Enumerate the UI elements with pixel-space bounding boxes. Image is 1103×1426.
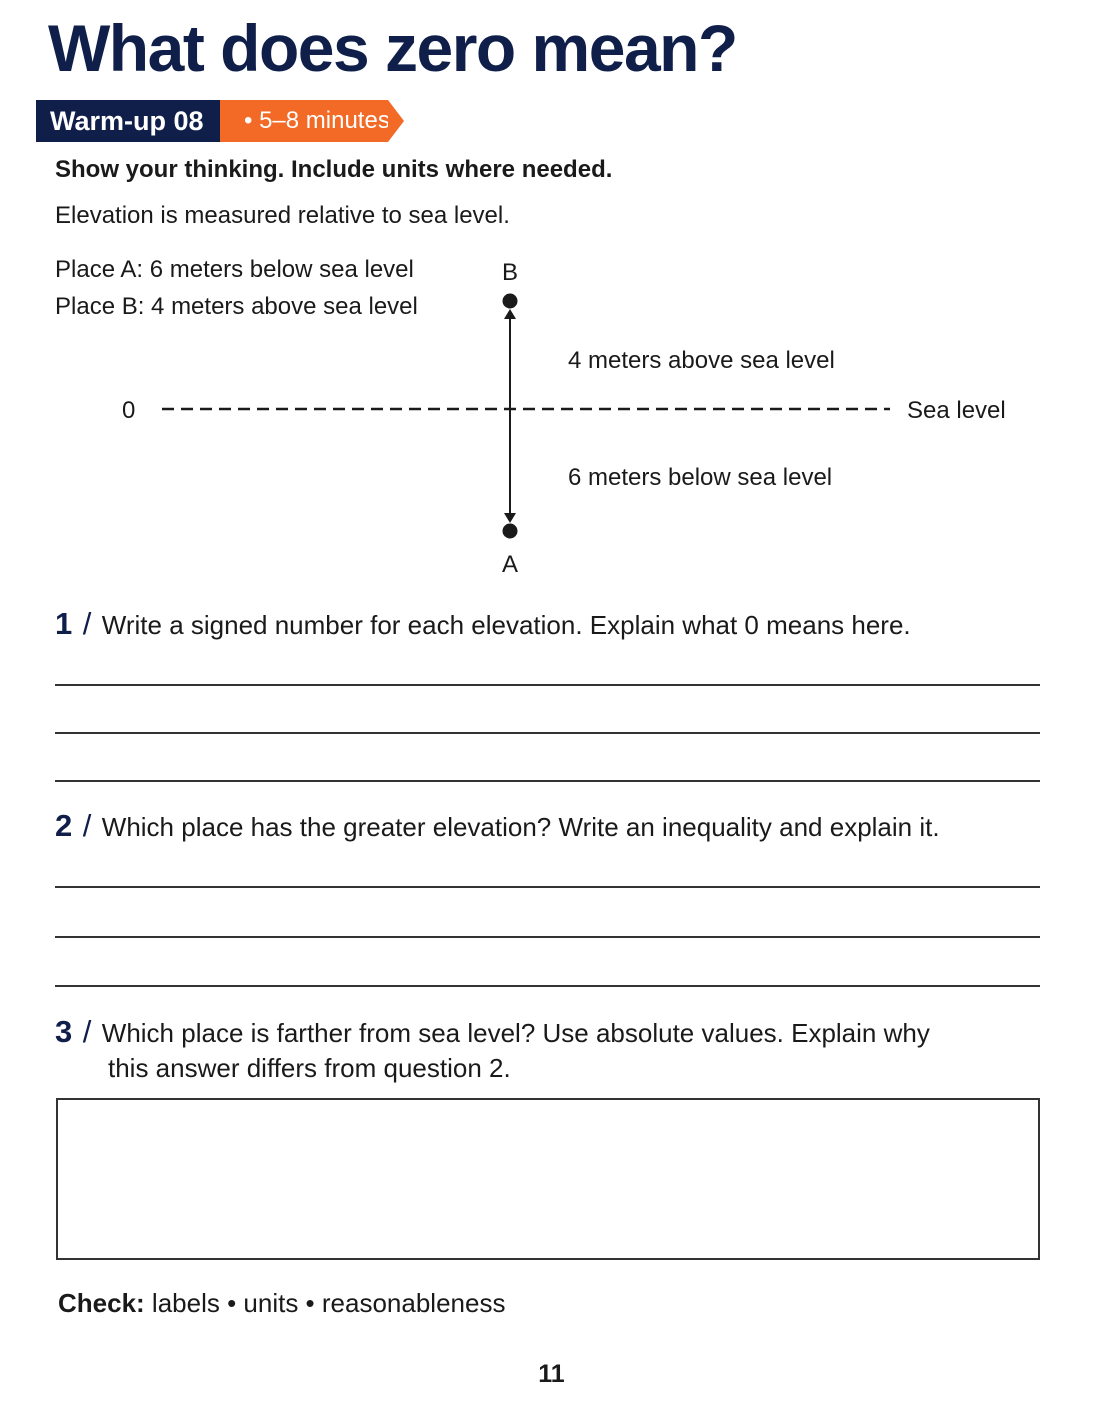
intro-text xyxy=(55,202,510,230)
check-label: Check: xyxy=(58,1288,145,1318)
point-a-marker xyxy=(503,524,518,539)
instructions: Show your thinking. Include units where needed. xyxy=(55,156,613,183)
question-3-text-line2: this answer differs from question 2. xyxy=(108,1053,511,1083)
question-3-text-line1: Which place is farther from sea level? Use absolute values. Explain why xyxy=(101,1018,930,1048)
question-3 xyxy=(55,1014,930,1050)
answer-line[interactable] xyxy=(55,936,1040,938)
answer-line[interactable] xyxy=(55,985,1040,987)
question-1-number: 1 xyxy=(55,606,73,641)
point-b-marker xyxy=(503,294,518,309)
point-b-label: B xyxy=(501,259,519,286)
sea-level-label: Sea level xyxy=(907,397,1006,424)
place-a-description: Place A: 6 meters below sea level xyxy=(55,256,414,283)
question-1-text: Write a signed number for each elevation. Explain what 0 means here. xyxy=(101,610,911,640)
question-3-slash: / xyxy=(82,1014,92,1049)
question-2-slash: / xyxy=(82,808,92,843)
zero-label: 0 xyxy=(122,397,136,424)
question-2-text: Which place has the greater elevation? Write an inequality and explain it. xyxy=(101,812,940,842)
answer-box[interactable] xyxy=(56,1098,1040,1260)
place-b-description: Place B: 4 meters above sea level xyxy=(55,293,418,320)
question-2 xyxy=(55,808,940,844)
answer-line[interactable] xyxy=(55,684,1040,686)
answer-line[interactable] xyxy=(55,732,1040,734)
question-1 xyxy=(55,606,911,642)
answer-line[interactable] xyxy=(55,780,1040,782)
answer-line[interactable] xyxy=(55,886,1040,888)
page-title: What does zero mean? xyxy=(48,11,737,85)
page-number: 11 xyxy=(538,1360,565,1388)
time-estimate: • 5–8 minutes xyxy=(220,100,388,142)
point-a-label: A xyxy=(501,551,519,578)
checklist xyxy=(58,1288,505,1319)
intro-term: Elevation xyxy=(55,202,154,229)
question-1-slash: / xyxy=(82,606,92,641)
above-label: 4 meters above sea level xyxy=(568,347,835,374)
question-2-number: 2 xyxy=(55,808,73,843)
below-label: 6 meters below sea level xyxy=(568,464,833,491)
elevation-diagram xyxy=(0,250,1103,590)
intro-rest: is measured relative to sea level. xyxy=(153,202,510,229)
question-3-number: 3 xyxy=(55,1014,73,1049)
warmup-label: Warm-up 08 xyxy=(36,100,220,142)
check-items: labels • units • reasonableness xyxy=(144,1288,506,1318)
